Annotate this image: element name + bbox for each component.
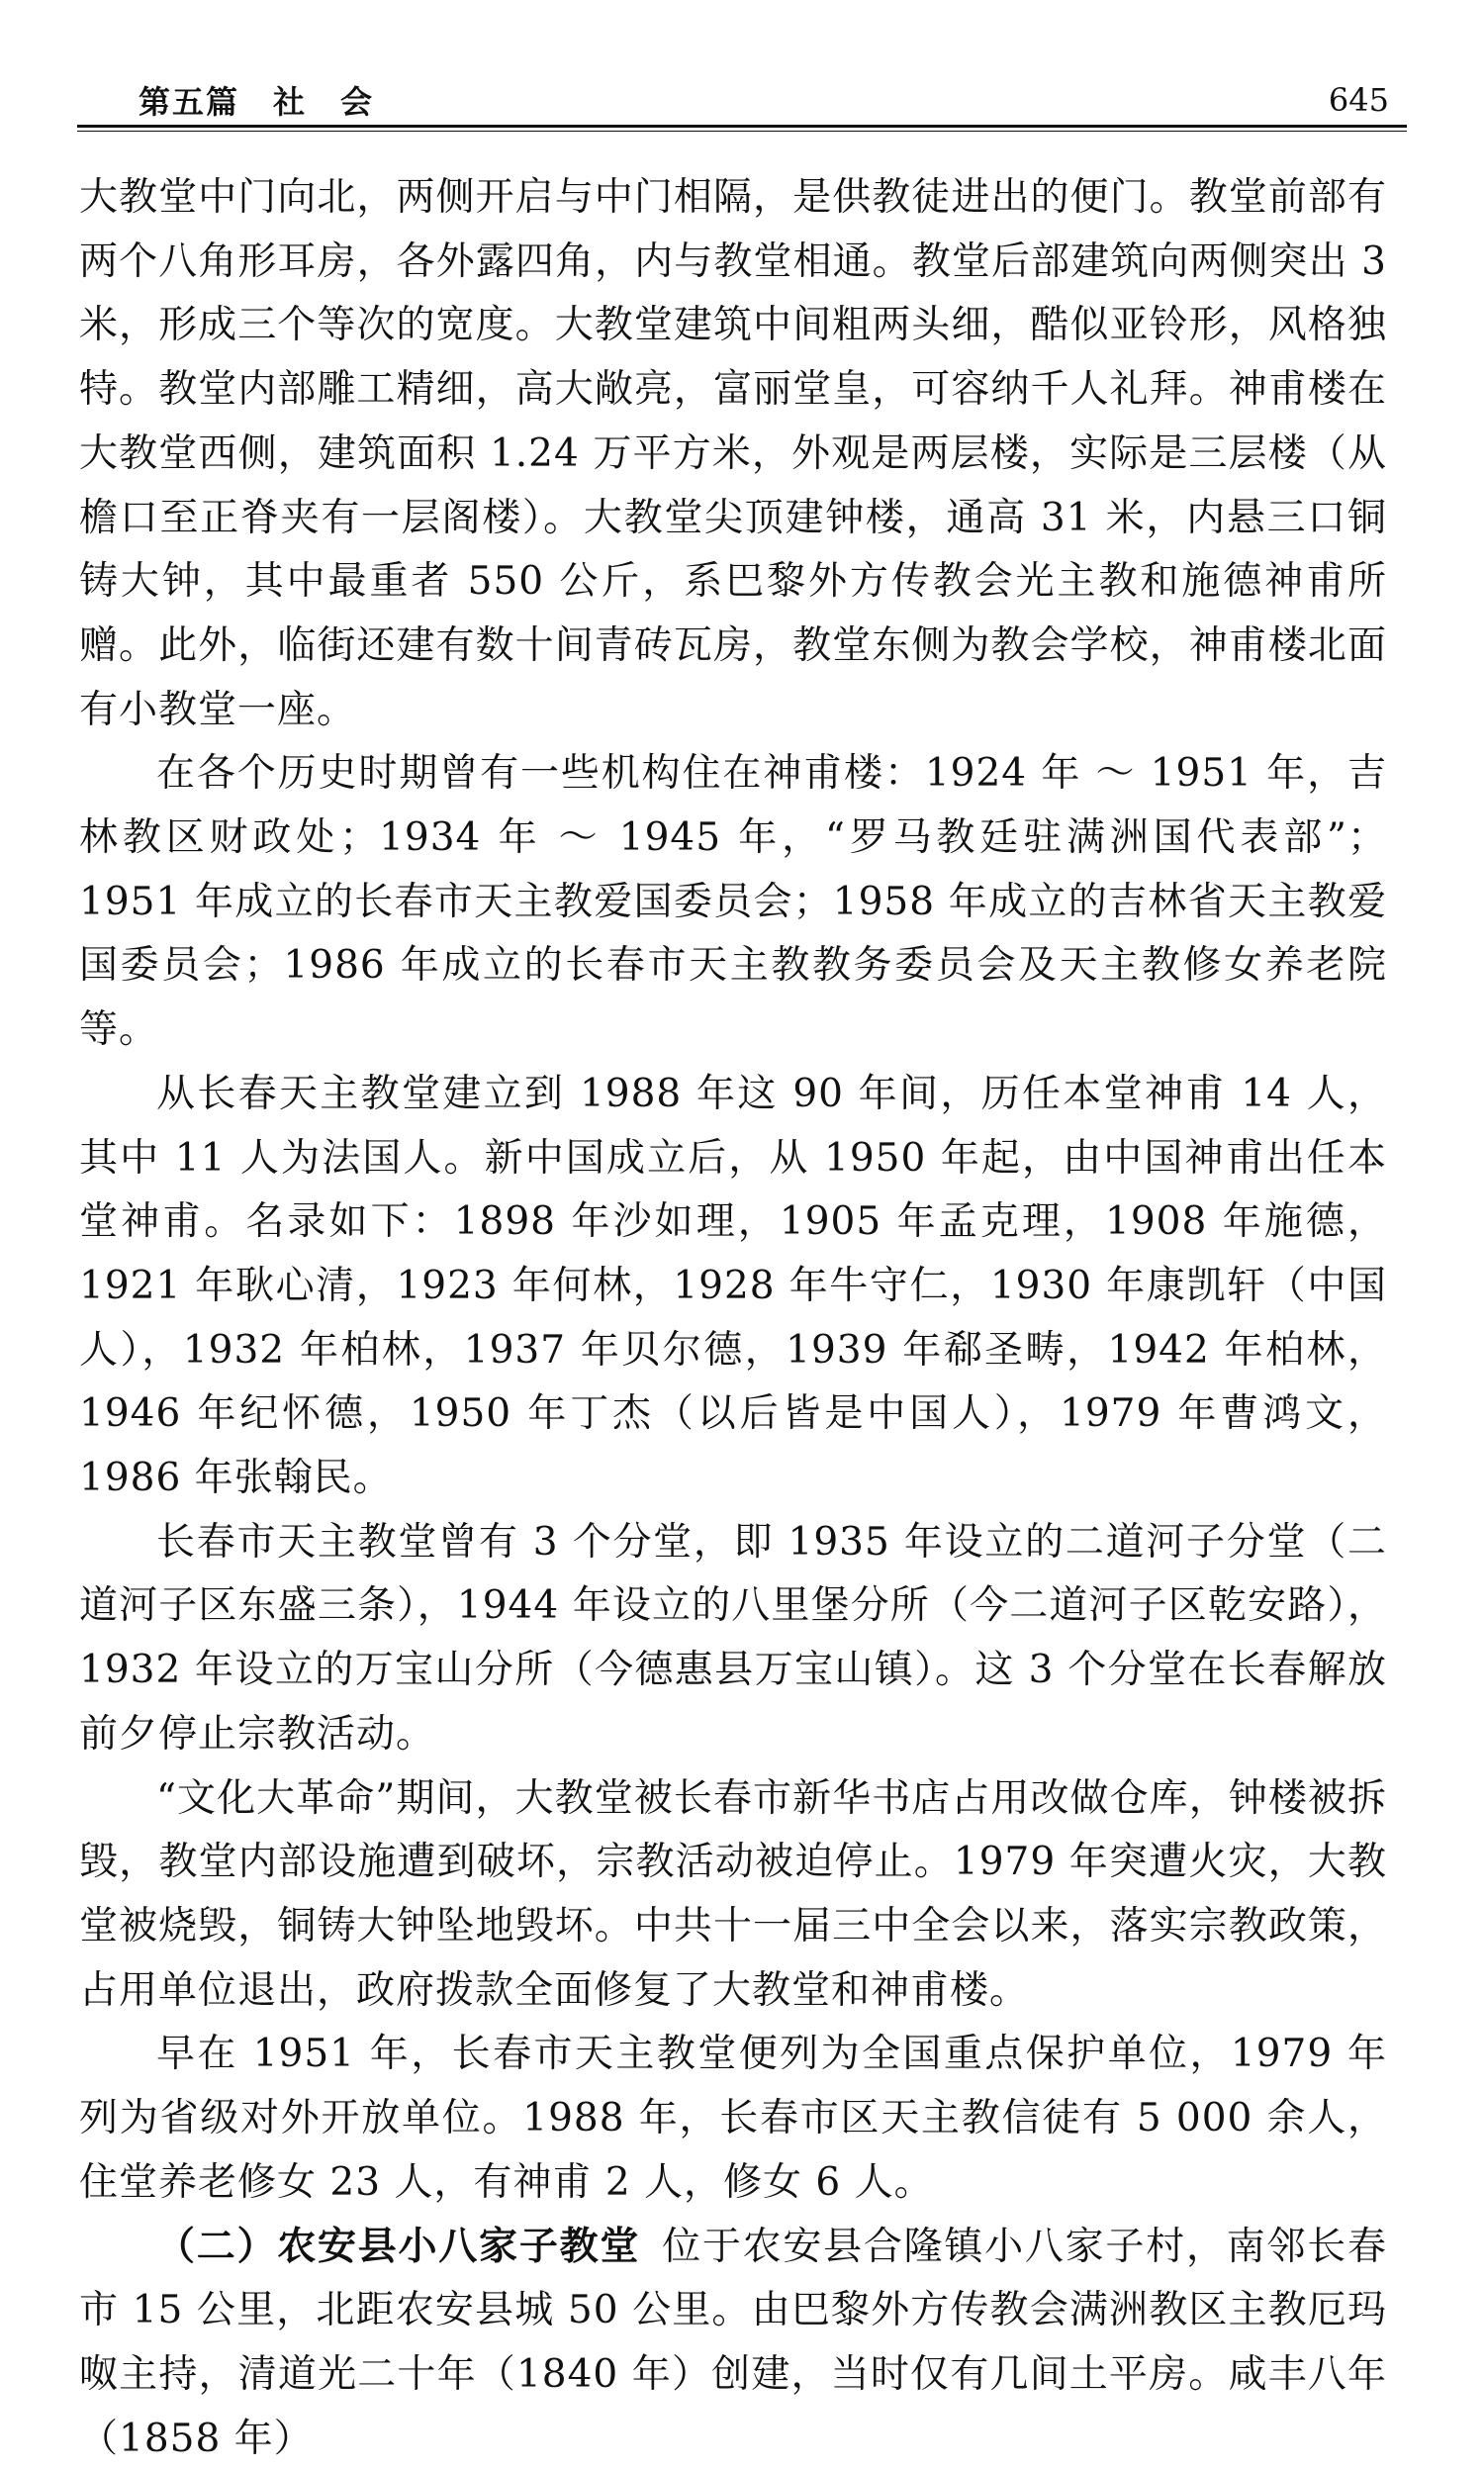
paragraph-institutions: 在各个历史时期曾有一些机构住在神甫楼：1924 年 ～ 1951 年，吉林教区财政处；1934 年 ～ 1945 年，“罗马教廷驻满洲国代表部”；1951 年成立的长春市天主教爱国委员会；1958 年成立的吉林省天主教爱国委员会；1986 年成立的长春市天主教教务委员会及天主教修女养老院等。 [79, 742, 1387, 1063]
paragraph-nongan-church [79, 2216, 1387, 2471]
header-rule-thick [77, 125, 1407, 128]
paragraph-cultural-revolution: “文化大革命”期间，大教堂被长春市新华书店占用改做仓库，钟楼被拆毁，教堂内部设施遭到破坏，宗教活动被迫停止。1979 年突遭火灾，大教堂被烧毁，铜铸大钟坠地毁坏。中共十一届三中全会以来，落实宗教政策，占用单位退出，政府拨款全面修复了大教堂和神甫楼。 [79, 1767, 1387, 2024]
paragraph-priests-list: 从长春天主教堂建立到 1988 年这 90 年间，历任本堂神甫 14 人，其中 11 人为法国人。新中国成立后，从 1950 年起，由中国神甫出任本堂神甫。名录如下：1898 年沙如理，1905 年孟克理，1908 年施德，1921 年耿心清，1923 年何林，1928 年牛守仁，1930 年康凯轩（中国人），1932 年柏林，1937 年贝尔德，1939 年郗圣畴，1942 年柏林，1946 年纪怀德，1950 年丁杰（以后皆是中国人），1979 年曹鸿文，1986 年张翰民。 [79, 1063, 1387, 1511]
header-rule-thin [77, 131, 1407, 132]
page-number: 645 [1329, 81, 1389, 119]
paragraph-branch-churches: 长春市天主教堂曾有 3 个分堂，即 1935 年设立的二道河子分堂（二道河子区东盛三条），1944 年设立的八里堡分所（今二道河子区乾安路），1932 年设立的万宝山分所（今德惠县万宝山镇）。这 3 个分堂在长春解放前夕停止宗教活动。 [79, 1511, 1387, 1767]
running-head-section: 第五篇 社 会 [139, 77, 374, 123]
body-text [79, 166, 1387, 2471]
paragraph-protection-status: 早在 1951 年，长春市天主教堂便列为全国重点保护单位，1979 年列为省级对外开放单位。1988 年，长春市区天主教信徒有 5 000 余人，住堂养老修女 23 人，有神甫 2 人，修女 6 人。 [79, 2023, 1387, 2215]
section-body-text: 位于农安县合隆镇小八家子村，南邻长春市 15 公里，北距农安县城 50 公里。由巴黎外方传教会满洲教区主教厄玛呶主持，清道光二十年（1840 年）创建，当时仅有几间土平房。咸丰八年（1858 年） [79, 2225, 1387, 2461]
section-heading: （二）农安县小八家子教堂 [156, 2225, 640, 2269]
page-header [77, 59, 1407, 129]
paragraph-cathedral-description: 大教堂中门向北，两侧开启与中门相隔，是供教徒进出的便门。教堂前部有两个八角形耳房，各外露四角，内与教堂相通。教堂后部建筑向两侧突出 3 米，形成三个等次的宽度。大教堂建筑中间粗两头细，酷似亚铃形，风格独特。教堂内部雕工精细，高大敞亮，富丽堂皇，可容纳千人礼拜。神甫楼在大教堂西侧，建筑面积 1.24 万平方米，外观是两层楼，实际是三层楼（从檐口至正脊夹有一层阁楼）。大教堂尖顶建钟楼，通高 31 米，内悬三口铜铸大钟，其中最重者 550 公斤，系巴黎外方传教会光主教和施德神甫所赠。此外，临街还建有数十间青砖瓦房，教堂东侧为教会学校，神甫楼北面有小教堂一座。 [79, 166, 1387, 742]
